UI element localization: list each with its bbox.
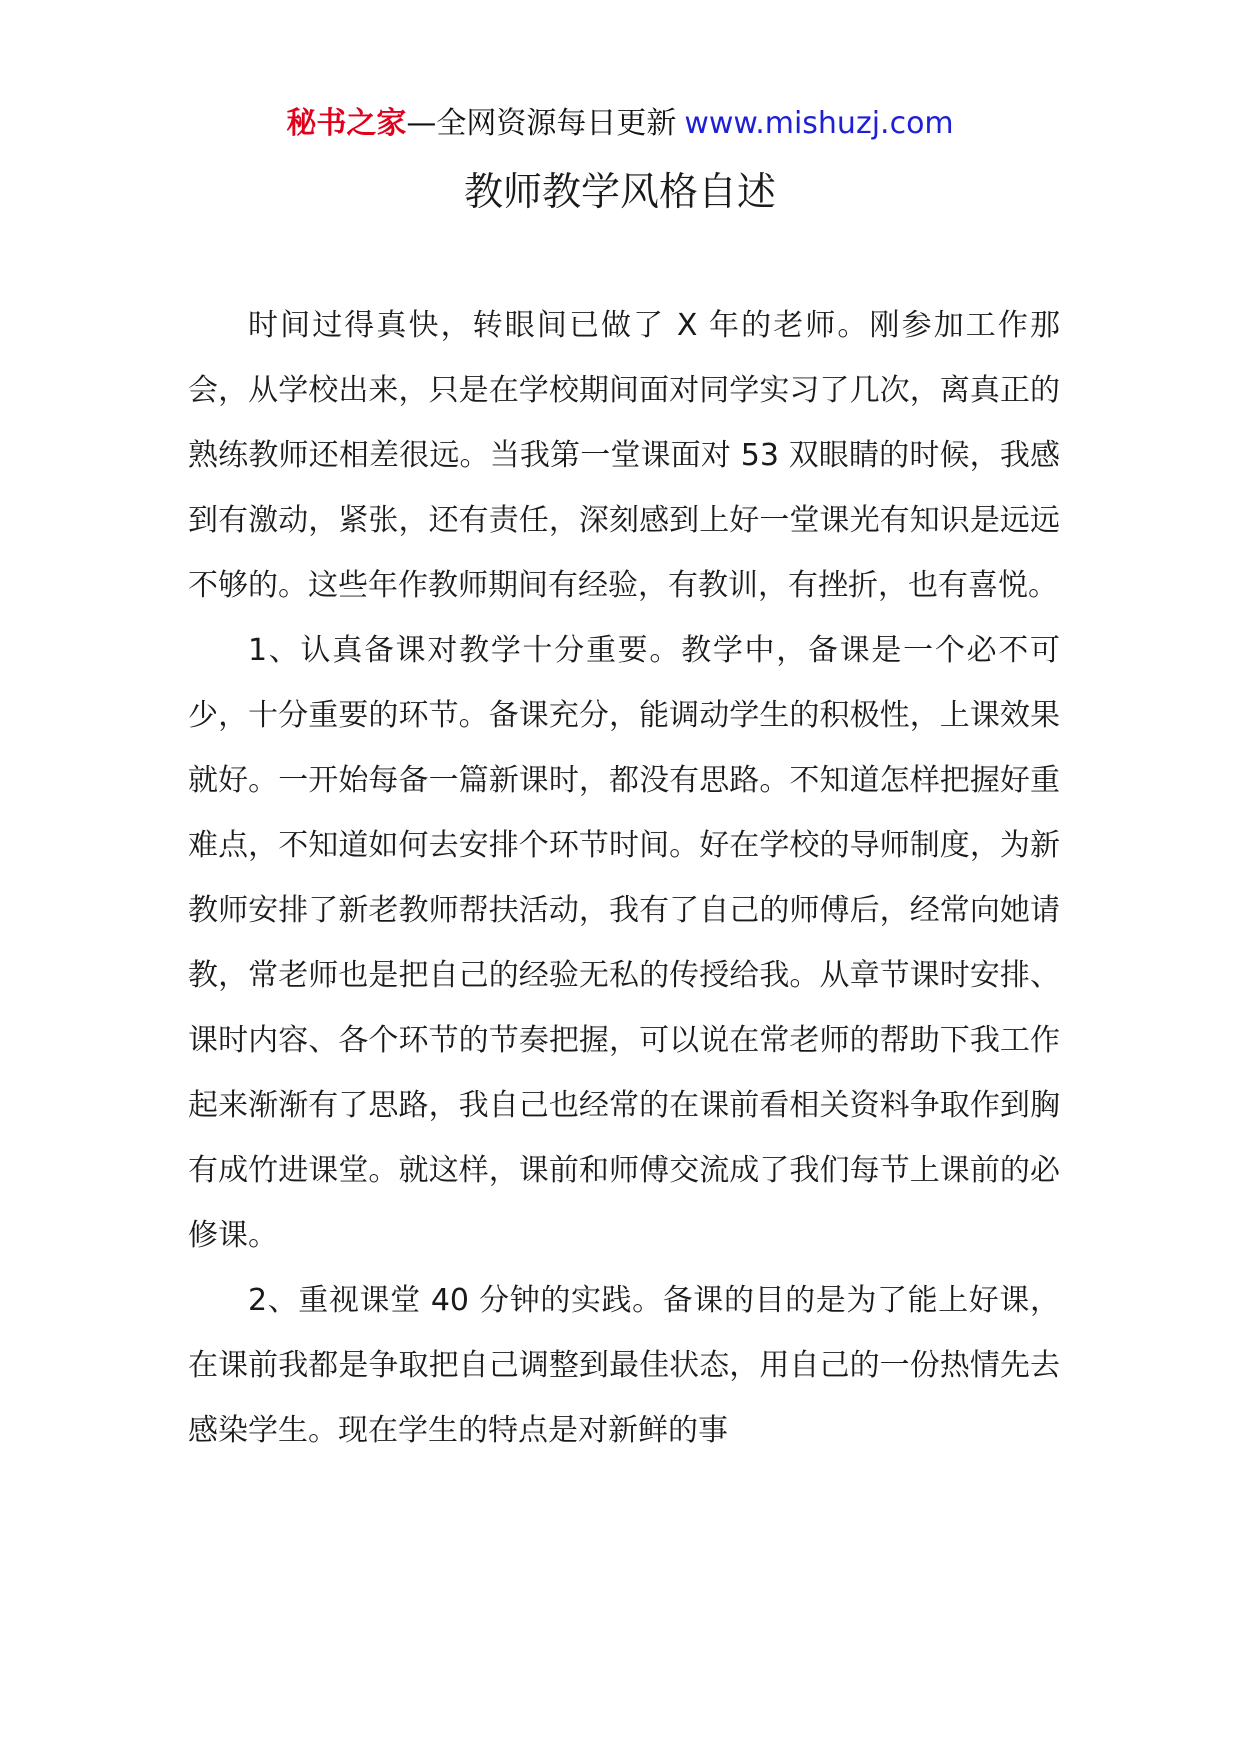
site-url-link[interactable]: www.mishuzj.com [684,106,954,141]
site-header [0,104,1240,144]
site-tagline: —全网资源每日更新 [406,106,677,141]
document-body [188,293,1060,1463]
paragraph-lesson-prep: 1、认真备课对教学十分重要。教学中，备课是一个必不可少，十分重要的环节。备课充分，能调动学生的积极性，上课效果就好。一开始每备一篇新课时，都没有思路。不知道怎样把握好重难点，不知道如何去安排个环节时间。好在学校的导师制度，为新教师安排了新老教师帮扶活动，我有了自己的师傅后，经常向她请教，常老师也是把自己的经验无私的传授给我。从章节课时安排、课时内容、各个环节的节奏把握，可以说在常老师的帮助下我工作起来渐渐有了思路，我自己也经常的在课前看相关资料争取作到胸有成竹进课堂。就这样，课前和师傅交流成了我们每节上课前的必修课。 [188,633,1060,1253]
paragraph-intro: 时间过得真快，转眼间已做了 X 年的老师。刚参加工作那会，从学校出来，只是在学校期间面对同学实习了几次，离真正的熟练教师还相差很远。当我第一堂课面对 53 双眼睛的时候，我感到有激动，紧张，还有责任，深刻感到上好一堂课光有知识是远远不够的。这些年作教师期间有经验，有教训，有挫折，也有喜悦。 [188,308,1060,603]
site-brand: 秘书之家 [286,106,407,141]
paragraph-classroom-practice: 2、重视课堂 40 分钟的实践。备课的目的是为了能上好课，在课前我都是争取把自己调整到最佳状态，用自己的一份热情先去感染学生。现在学生的特点是对新鲜的事 [188,1283,1060,1448]
document-title: 教师教学风格自述 [463,170,776,215]
